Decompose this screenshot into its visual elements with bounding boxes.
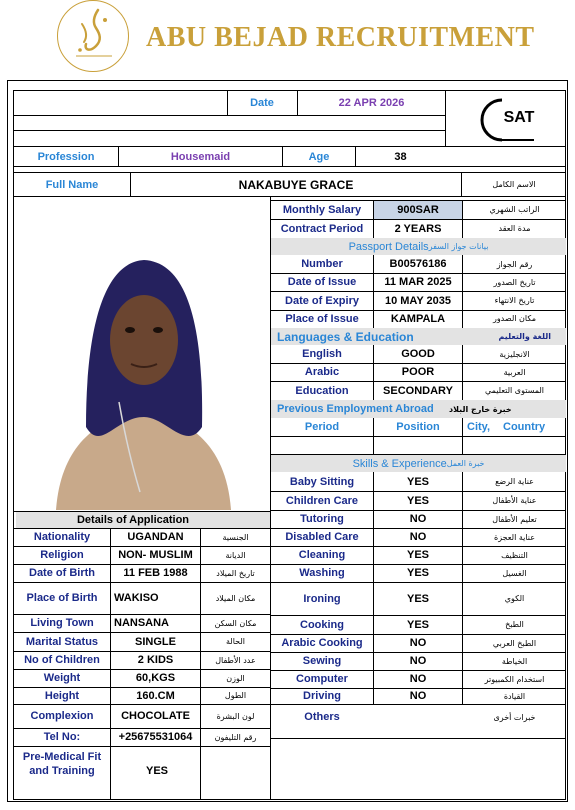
languages-title-ar: اللغة والتعليم [498, 332, 551, 341]
skill-label: Cleaning [298, 549, 346, 561]
skill-value: YES [406, 549, 429, 561]
application-label-ar: رقم التليفون [214, 732, 257, 742]
language-label: Education [295, 384, 349, 397]
skill-label: Ironing [303, 592, 341, 605]
passport-value: 10 MAY 2035 [384, 294, 452, 307]
skills-title: Skills & Experience [352, 457, 447, 470]
fullname-label: Full Name [45, 178, 99, 191]
skill-label-ar: خبرات أخرى [493, 712, 536, 722]
contract-label: Monthly Salary [282, 203, 362, 216]
application-value: 2 KIDS [137, 654, 174, 666]
skill-label: Baby Sitting [289, 475, 355, 488]
skill-label-ar: تعليم الأطفال [492, 514, 537, 524]
skill-value: NO [409, 531, 427, 543]
skill-label-ar: عناية العجزة [494, 532, 535, 542]
application-value: NANSANA [114, 617, 169, 629]
skill-label: Arabic Cooking [281, 637, 363, 649]
language-value: SECONDARY [383, 384, 453, 397]
passport-label: Date of Expiry [285, 294, 359, 307]
application-value: +25675531064 [118, 731, 193, 743]
skill-value: NO [409, 673, 427, 685]
application-label-ar: تاريخ الميلاد [216, 568, 255, 578]
application-value: UGANDAN [127, 531, 184, 543]
age-label: Age [308, 150, 330, 163]
passport-title-ar: بيانات جواز السفر [428, 242, 489, 251]
skill-label-ar: القيادة [503, 691, 526, 701]
fullname-arabic: الاسم الكامل [492, 180, 536, 189]
application-label: Religion [40, 549, 84, 561]
language-label-ar: المستوى التعليمي [484, 386, 545, 396]
application-title: Details of Application [76, 514, 190, 526]
language-value: POOR [401, 366, 435, 379]
application-label-ar: لون البشرة [216, 711, 255, 721]
application-label: Nationality [33, 531, 91, 543]
skill-label: Cooking [300, 618, 344, 631]
skill-label: Disabled Care [285, 531, 359, 543]
application-label: Height [44, 689, 80, 702]
skill-label-ar: الكوي [504, 594, 525, 603]
age-value: 38 [394, 150, 407, 163]
skills-title-ar: خبرة العمل [446, 459, 485, 468]
skill-label: Sewing [302, 655, 342, 667]
skill-label: Tutoring [300, 513, 344, 525]
employment-col-country: Country [503, 421, 546, 433]
application-value: CHOCOLATE [121, 710, 190, 722]
contract-label-ar: الراتب الشهري [489, 205, 540, 214]
skill-value: YES [406, 567, 429, 579]
language-label: English [302, 348, 342, 360]
company-logo-glyph [72, 6, 116, 62]
premedical-value: YES [146, 765, 169, 777]
application-header [16, 512, 270, 528]
skill-label-ar: التنظيف [501, 550, 528, 560]
employment-title-ar: خبرة خارج البلاد [449, 404, 512, 414]
skill-label-ar: الطبخ [505, 620, 524, 629]
profession-value: Housemaid [170, 150, 231, 163]
application-label-ar: الحالة [226, 637, 245, 646]
application-label-ar: الوزن [226, 673, 245, 683]
skill-label-ar: الخياطة [501, 656, 528, 666]
contract-label: Contract Period [280, 222, 364, 235]
skill-value [374, 704, 462, 730]
sat-logo-text: SAT [503, 109, 535, 126]
passport-label: Number [301, 258, 343, 270]
application-label: Complexion [30, 710, 94, 722]
application-label-ar: الجنسية [222, 532, 249, 542]
sat-logo [478, 96, 544, 144]
passport-label-ar: تاريخ الانتهاء [494, 296, 535, 305]
language-label-ar: الانجليزية [499, 349, 530, 359]
passport-value: KAMPALA [390, 312, 446, 325]
skill-label-ar: الطبخ العربي [492, 638, 537, 648]
skill-label: Computer [296, 673, 348, 685]
skill-value: YES [406, 618, 429, 631]
application-value: SINGLE [135, 635, 176, 648]
skill-label-ar: الغسيل [502, 568, 527, 578]
skill-value: YES [406, 592, 429, 605]
application-value: 60,KGS [135, 672, 176, 684]
skill-label: Others [304, 711, 340, 723]
contract-value: 2 YEARS [394, 222, 442, 235]
application-label-ar: مكان السكن [214, 618, 257, 628]
employment-col-position: Position [396, 421, 440, 433]
contract-label-ar: مدة العقد [498, 224, 531, 233]
language-label: Arabic [304, 366, 340, 379]
applicant-photo [16, 202, 269, 510]
application-label: No of Children [24, 654, 100, 666]
language-value: GOOD [401, 348, 435, 360]
skill-value: NO [409, 513, 427, 525]
skill-label-ar: عناية الرضع [495, 477, 534, 486]
application-label-ar: الطول [224, 691, 247, 700]
skill-value: NO [409, 690, 427, 702]
premedical-label-2: and Training [29, 765, 95, 777]
passport-value: 11 MAR 2025 [384, 276, 452, 289]
passport-label: Date of Issue [287, 276, 357, 289]
application-label: Marital Status [25, 635, 99, 648]
application-label: Date of Birth [29, 567, 95, 579]
application-label-ar: عدد الأطفال [215, 655, 256, 665]
employment-title: Previous Employment Abroad [277, 403, 434, 415]
passport-label-ar: تاريخ الصدور [493, 277, 536, 287]
date-label: Date [250, 97, 274, 109]
skill-label-ar: عناية الأطفال [492, 496, 537, 505]
language-label-ar: العربية [503, 367, 526, 377]
skill-label: Driving [303, 690, 341, 702]
passport-header [271, 238, 566, 255]
skill-label-ar: استخدام الكمبيوتر [484, 674, 545, 684]
application-value: 160.CM [136, 689, 175, 702]
passport-value: B00576186 [389, 258, 447, 270]
skill-value: NO [409, 655, 427, 667]
skill-value: YES [406, 475, 429, 488]
contract-value: 900SAR [374, 200, 462, 219]
skill-label: Washing [299, 567, 345, 579]
employment-col-city: City, [467, 421, 491, 433]
company-name: ABU BEJAD RECRUITMENT [146, 22, 535, 53]
application-label: Tel No: [43, 731, 81, 743]
application-value: WAKISO [114, 592, 159, 604]
languages-header [271, 328, 566, 345]
employment-col-period: Period [304, 421, 340, 433]
passport-label-ar: رقم الجواز [496, 259, 533, 269]
passport-title: Passport Details [348, 240, 429, 253]
skills-header [271, 455, 566, 472]
skill-value: NO [409, 637, 427, 649]
application-value: 11 FEB 1988 [123, 567, 188, 579]
employment-header [271, 400, 566, 418]
application-label: Living Town [30, 617, 94, 629]
application-label-ar: الديانة [225, 550, 246, 560]
skill-value: YES [406, 494, 429, 507]
passport-label-ar: مكان الصدور [492, 314, 537, 324]
application-label: Weight [43, 672, 81, 684]
date-value: 22 APR 2026 [338, 97, 405, 109]
fullname-value: NAKABUYE GRACE [238, 177, 354, 192]
premedical-label-1: Pre-Medical Fit [22, 751, 102, 763]
languages-title: Languages & Education [277, 329, 414, 344]
application-label: Place of Birth [26, 592, 98, 604]
skill-label: Children Care [285, 494, 359, 507]
application-label-ar: مكان الميلاد [215, 593, 256, 603]
application-value: NON- MUSLIM [118, 549, 193, 561]
passport-label: Place of Issue [285, 312, 359, 325]
profession-label: Profession [37, 150, 95, 163]
